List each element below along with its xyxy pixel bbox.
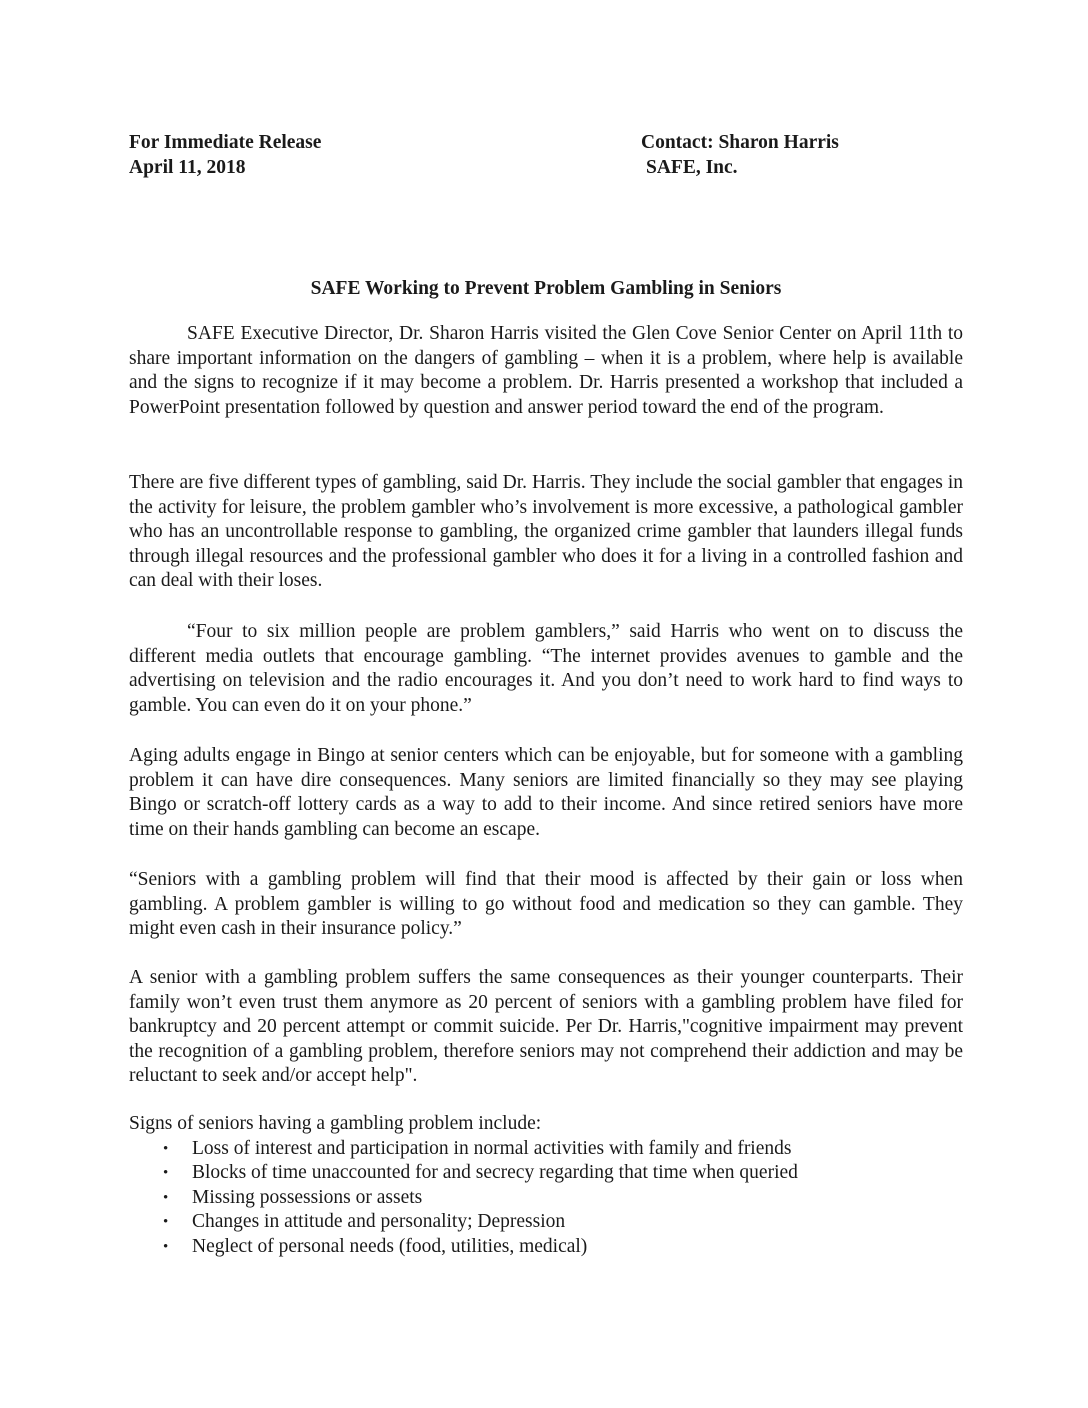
paragraph-intro: SAFE Executive Director, Dr. Sharon Harris visited the Glen Cove Senior Center on April 11th to share important information on the dangers of gambling – when it is a problem, where help is available and the signs to recognize if it may become a problem. Dr. Harris presented a workshop that included a PowerPoint presentation followed by question and answer period toward the end of the program.: [129, 323, 963, 418]
list-item: [129, 1186, 798, 1211]
signs-list: [129, 1137, 798, 1260]
list-item: [129, 1235, 798, 1260]
list-item: [129, 1210, 798, 1235]
bullet-icon: •: [163, 1189, 169, 1206]
list-item-text: Loss of interest and participation in normal activities with family and friends: [192, 1137, 792, 1159]
release-date: April 11, 2018: [129, 157, 246, 178]
paragraph-quote-problem-gamblers: “Four to six million people are problem gamblers,” said Harris who went on to discuss the different media outlets that encourage gambling. “The internet provides avenues to gamble and the advertising on television and the radio encourages it. And you don’t need to work hard to find ways to gamble. You can even do it on your phone.”: [129, 621, 963, 716]
list-item-text: Blocks of time unaccounted for and secrecy regarding that time when queried: [192, 1162, 798, 1183]
list-item-text: Missing possessions or assets: [192, 1186, 423, 1208]
contact-name: Contact: Sharon Harris: [641, 132, 839, 153]
paragraph-aging-adults: Aging adults engage in Bingo at senior centers which can be enjoyable, but for someone with a gambling problem it can have dire consequences. Many seniors are limited financially so they may see playing Bingo or scratch-off lottery cards as a way to add to their income. And since retired seniors have more time on their hands gambling can become an escape.: [129, 745, 963, 840]
paragraph-consequences: A senior with a gambling problem suffers the same consequences as their younger counterparts. Their family won’t even trust them anymore as 20 percent of seniors with a gambling problem have filed for bankruptcy and 20 percent attempt or commit suicide. Per Dr. Harris,"cognitive impairment may prevent the recognition of a gambling problem, therefore seniors may not comprehend their addiction and may be reluctant to seek and/or accept help".: [129, 967, 963, 1086]
list-item: [129, 1161, 798, 1186]
signs-intro: Signs of seniors having a gambling problem include:: [129, 1113, 542, 1134]
list-item: [129, 1137, 798, 1162]
list-item-text: Changes in attitude and personality; Depression: [192, 1211, 566, 1232]
contact-organization: SAFE, Inc.: [646, 157, 738, 178]
signs-section: [129, 1112, 798, 1259]
bullet-icon: •: [163, 1140, 169, 1157]
bullet-icon: •: [163, 1238, 169, 1255]
paragraph-quote-mood: “Seniors with a gambling problem will find that their mood is affected by their gain or loss when gambling. A problem gambler is willing to go without food and medication so they can gamble. They might even cash in their insurance policy.”: [129, 869, 963, 939]
bullet-icon: •: [163, 1165, 169, 1181]
release-info: [129, 130, 321, 180]
contact-info: [641, 130, 839, 180]
paragraph-gambling-types: There are five different types of gambling, said Dr. Harris. They include the social gambler that engages in the activity for leisure, the problem gambler who’s involvement is more excessive, a pathological gambler who has an uncontrollable response to gambling, the organized crime gambler that launders illegal funds through illegal resources and the professional gambler who does it for a living in a controlled fashion and can deal with their loses.: [129, 472, 963, 591]
press-release-title: SAFE Working to Prevent Problem Gambling in Seniors: [310, 278, 782, 299]
bullet-icon: •: [163, 1214, 169, 1230]
list-item-text: Neglect of personal needs (food, utilities, medical): [192, 1235, 588, 1257]
release-label: For Immediate Release: [129, 132, 322, 153]
